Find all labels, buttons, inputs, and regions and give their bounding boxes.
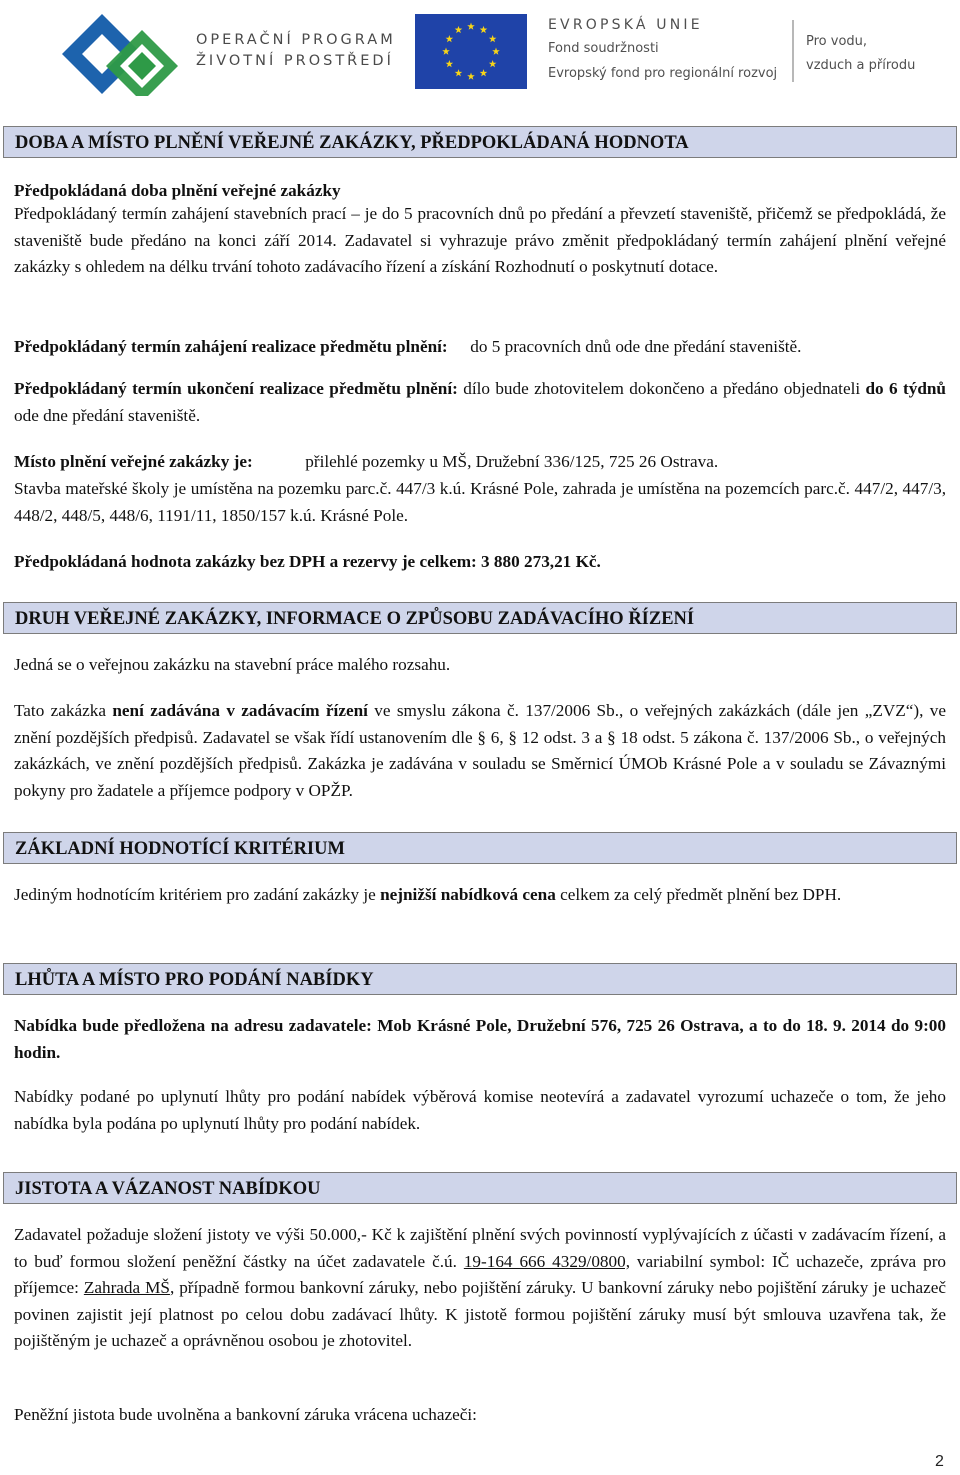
jistota-message: Zahrada MŠ [83,1278,170,1298]
lhuta-address-paragraph [14,1013,946,1066]
section-heading-jistota: JISTOTA A VÁZANOST NABÍDKOU [3,1172,957,1204]
op-title-line1: OPERAČNÍ PROGRAM [196,32,396,48]
section-heading-druh: DRUH VEŘEJNÉ ZAKÁZKY, INFORMACE O ZPŮSOBU ZADÁVACÍHO ŘÍZENÍ [3,602,957,634]
eu-flag-icon [415,14,527,89]
header-slogan [806,30,915,78]
place-value: přilehlé pozemky u MŠ, Družební 336/125, 725 26 Ostrava. [305,452,719,471]
end-term-label: Předpokládaný termín ukončení realizace předmětu plnění: [14,379,458,398]
kriterium-a: Jediným hodnotícím kritériem pro zadání zakázky je [14,885,381,904]
end-term-paragraph [14,376,946,429]
start-term-line [14,334,946,361]
end-term-text1: dílo bude zhotovitelem dokončeno a předáno objednateli [457,379,866,398]
eu-text-block [548,14,777,86]
kriterium-bold: nejnižší nabídková cena [380,885,556,904]
place-label: Místo plnění veřejné zakázky je: [14,452,253,471]
jistota-account: 19-164 666 4329/0800, [463,1251,630,1271]
page-header [0,0,960,105]
druh-paragraph1: Jedná se o veřejnou zakázku na stavební práce malého rozsahu. [14,655,451,674]
slogan-line2: vzduch a přírodu [806,58,916,73]
eu-fund-regional: Evropský fond pro regionální rozvoj [548,66,778,81]
section-heading-doba: DOBA A MÍSTO PLNĚNÍ VEŘEJNÉ ZAKÁZKY, PŘEDPOKLÁDANÁ HODNOTA [3,126,957,158]
jistota-last-line: Peněžní jistota bude uvolněna a bankovní záruka vrácena uchazeči: [14,1405,477,1424]
druh-p2-a: Tato zakázka [14,701,113,720]
druh-p2-bold: není zadávána v zadávacím řízení [112,701,368,720]
op-zp-logo-icon [58,8,180,96]
druh-p2-c: ve smyslu zákona č. 137/2006 Sb., o veřejných zakázkách (dále jen „ZVZ“), ve znění pozdějších předpisů. Zadavatel se však řídí ustanovením dle § 6, § 12 odst. 3 a § 18 odst. 5 zákona č. 137/2006 Sb., o veřejných zakázkách, ve znění pozdějších předpisů. Zakázka je zadávána v souladu se Směrnicí ÚMOb Krásné Pole a v souladu se Závaznými pokyny pro žadatele a příjemce podpory v OPŽP. [14,701,946,800]
jistota-c: , případně formou bankovní záruky, nebo pojištění záruky. U bankovní záruky nebo pojištění záruky je uchazeč povinen zajistit její platnost po celou dobu zadávací lhůty. K jistotě formou pojištění záruky musí být smlouva uzavřena tak, že pojištěným je uchazeč a oprávněnou osobou je zhotovitel. [14,1278,946,1351]
op-zp-title [196,30,396,72]
eu-title: EVROPSKÁ UNIE [548,17,703,33]
end-term-bold: do 6 týdnů [865,379,946,398]
eu-fund-cohesion: Fond soudržnosti [548,41,659,56]
kriterium-c: celkem za celý předmět plnění bez DPH. [555,885,842,904]
doba-heading-text: Předpokládaná doba plnění veřejné zakázky [14,181,341,200]
section-heading-kriterium: ZÁKLADNÍ HODNOTÍCÍ KRITÉRIUM [3,832,957,864]
place-line [14,449,946,476]
jistota-b: variabilní symbol: IČ uchazeče, zpráva pro příjemce: [14,1251,947,1298]
doba-paragraph: Předpokládaný termín zahájení stavebních prací – je do 5 pracovních dnů po předání a převzetí staveniště, přičemž se předpokládá, že staveniště bude předáno na konci září 2014. Zadavatel si vyhrazuje právo změnit předpokládaný termín zahájení plnění veřejné zakázky s ohledem na délku trvání tohoto zadávacího řízení a získání Rozhodnutí o poskytnutí dotace. [14,204,946,277]
kriterium-paragraph [14,882,946,909]
lhuta-address: Nabídka bude předložena na adresu zadavatele: Mob Krásné Pole, Družební 576, 725 26 Ostrava, a to do 18. 9. 2014 do 9:00 hodin. [14,1016,946,1062]
header-divider [792,20,794,82]
section-heading-lhuta: LHŮTA A MÍSTO PRO PODÁNÍ NABÍDKY [3,963,957,995]
druh-paragraph2 [14,698,946,804]
page-number: 2 [935,1453,944,1470]
value-line [14,549,946,576]
value-line-text: Předpokládaná hodnota zakázky bez DPH a rezervy je celkem: 3 880 273,21 Kč. [14,552,601,571]
jistota-a: Zadavatel požaduje složení jistoty ve výši 50.000,- Kč k zajištění plnění svých povinností vyplývajících z účasti v zadávacím řízení, a to buď formou složení peněžní částky na účet zadavatele č.ú. [14,1225,946,1271]
jistota-paragraph [14,1222,946,1355]
end-term-text2: ode dne předání staveniště. [14,405,201,425]
op-title-line2: ŽIVOTNÍ PROSTŘEDÍ [196,53,394,69]
lhuta-paragraph: Nabídky podané po uplynutí lhůty pro podání nabídek výběrová komise neotevírá a zadavatel vyrozumí uchazeče o tom, že jeho nabídka byla podána po uplynutí lhůty pro podání nabídek. [14,1087,946,1133]
slogan-line1: Pro vodu, [806,34,868,49]
start-term-label: Předpokládaný termín zahájení realizace předmětu plnění: [14,337,448,356]
place-paragraph: Stavba mateřské školy je umístěna na pozemku parc.č. 447/3 k.ú. Krásné Pole, zahrada je umístěna na pozemcích parc.č. 447/2, 447/3, 448/2, 448/5, 448/6, 1191/11, 1850/157 k.ú. Krásné Pole. [14,479,946,525]
start-term-value: do 5 pracovních dnů ode dne předání staveniště. [470,337,802,356]
